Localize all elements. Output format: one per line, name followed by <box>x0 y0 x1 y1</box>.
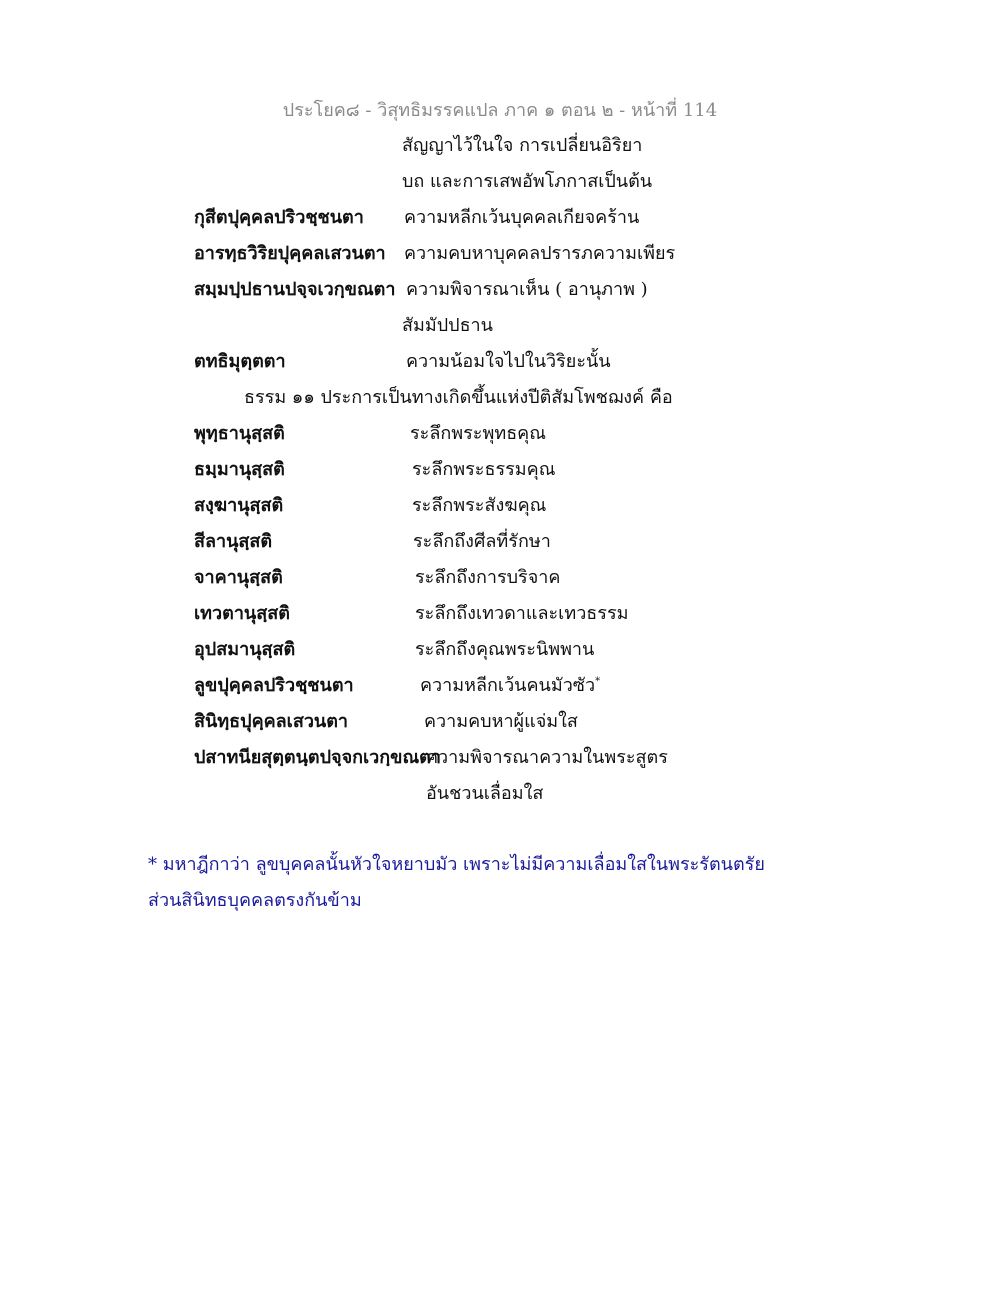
section-intro: ธรรม ๑๑ ประการเป็นทางเกิดขึ้นแห่งปีติสัมโพชฌงค์ คือ <box>244 387 673 408</box>
footnote-line-2: ส่วนสินิทธบุคคลตรงกันข้าม <box>148 890 362 911</box>
term-sanghanussati: สงฺฆานุสฺสติ <box>194 495 284 516</box>
term-dhammanussati: ธมฺมานุสฺสติ <box>194 459 285 480</box>
term-devatanussati: เทวตานุสฺสติ <box>194 603 290 624</box>
continuation-line-1: สัญญาไว้ในใจ การเปลี่ยนอิริยา <box>402 135 643 156</box>
meaning-pasadaniya-cont: อันชวนเลื่อมใส <box>426 783 544 804</box>
term-pasadaniya: ปสาทนียสุตฺตนฺตปจฺจกเวกฺขณตา <box>194 747 441 768</box>
term-silanussati: สีลานุสฺสติ <box>194 531 273 552</box>
meaning-sanghanussati: ระลึกพระสังฆคุณ <box>412 495 547 516</box>
term-siniddhapuggala: สินิทฺธปุคฺคลเสวนตา <box>194 711 349 732</box>
meaning-silanussati: ระลึกถึงศีลที่รักษา <box>413 531 551 552</box>
meaning-araddhaviriya: ความคบหาบุคคลปรารภความเพียร <box>404 243 676 264</box>
term-upasamanussati: อุปสมานุสฺสติ <box>194 639 296 660</box>
meaning-tadadhimutta: ความน้อมใจไปในวิริยะนั้น <box>406 351 611 372</box>
meaning-sammappadhana: ความพิจารณาเห็น ( อานุภาพ ) <box>406 279 648 300</box>
meaning-siniddhapuggala: ความคบหาผู้แจ่มใส <box>424 711 578 732</box>
meaning-lukhapuggala <box>420 671 600 701</box>
term-tadadhimutta: ตทธิมุตฺตตา <box>194 351 286 372</box>
meaning-upasamanussati: ระลึกถึงคุณพระนิพพาน <box>415 639 595 660</box>
continuation-line-2: บถ และการเสพอัพโภกาสเป็นต้น <box>402 171 653 192</box>
term-kusita: กุสีตปุคฺคลปริวชฺชนตา <box>194 207 364 228</box>
meaning-lukhapuggala-text: ความหลีกเว้นคนมัวซัว <box>420 675 596 696</box>
term-buddhanussati: พุทฺธานุสฺสติ <box>194 423 285 444</box>
meaning-kusita: ความหลีกเว้นบุคคลเกียจคร้าน <box>404 207 640 228</box>
footnote-line-1: * มหาฎีกาว่า ลูขบุคคลนั้นหัวใจหยาบมัว เพราะไม่มีความเลื่อมใสในพระรัตนตรัย <box>148 854 765 875</box>
meaning-devatanussati: ระลึกถึงเทวดาและเทวธรรม <box>415 603 629 624</box>
meaning-buddhanussati: ระลึกพระพุทธคุณ <box>410 423 546 444</box>
term-lukhapuggala: ลูขปุคฺคลปริวชฺชนตา <box>194 675 354 696</box>
term-sammappadhana: สมฺมปฺปธานปจฺจเวกฺขณตา <box>194 279 396 300</box>
meaning-caganussati: ระลึกถึงการบริจาค <box>415 567 561 588</box>
meaning-sammappadhana-cont: สัมมัปปธาน <box>402 315 493 336</box>
term-caganussati: จาคานุสฺสติ <box>194 567 283 588</box>
footnote-marker: * <box>595 676 601 687</box>
term-araddhaviriya: อารทฺธวิริยปุคฺคลเสวนตา <box>194 243 386 264</box>
page-header: ประโยค๘ - วิสุทธิมรรคแปล ภาค ๑ ตอน ๒ - หน้าที่ 114 <box>282 100 718 121</box>
meaning-pasadaniya: ความพิจารณาความในพระสูตร <box>426 747 668 768</box>
meaning-dhammanussati: ระลึกพระธรรมคุณ <box>412 459 556 480</box>
